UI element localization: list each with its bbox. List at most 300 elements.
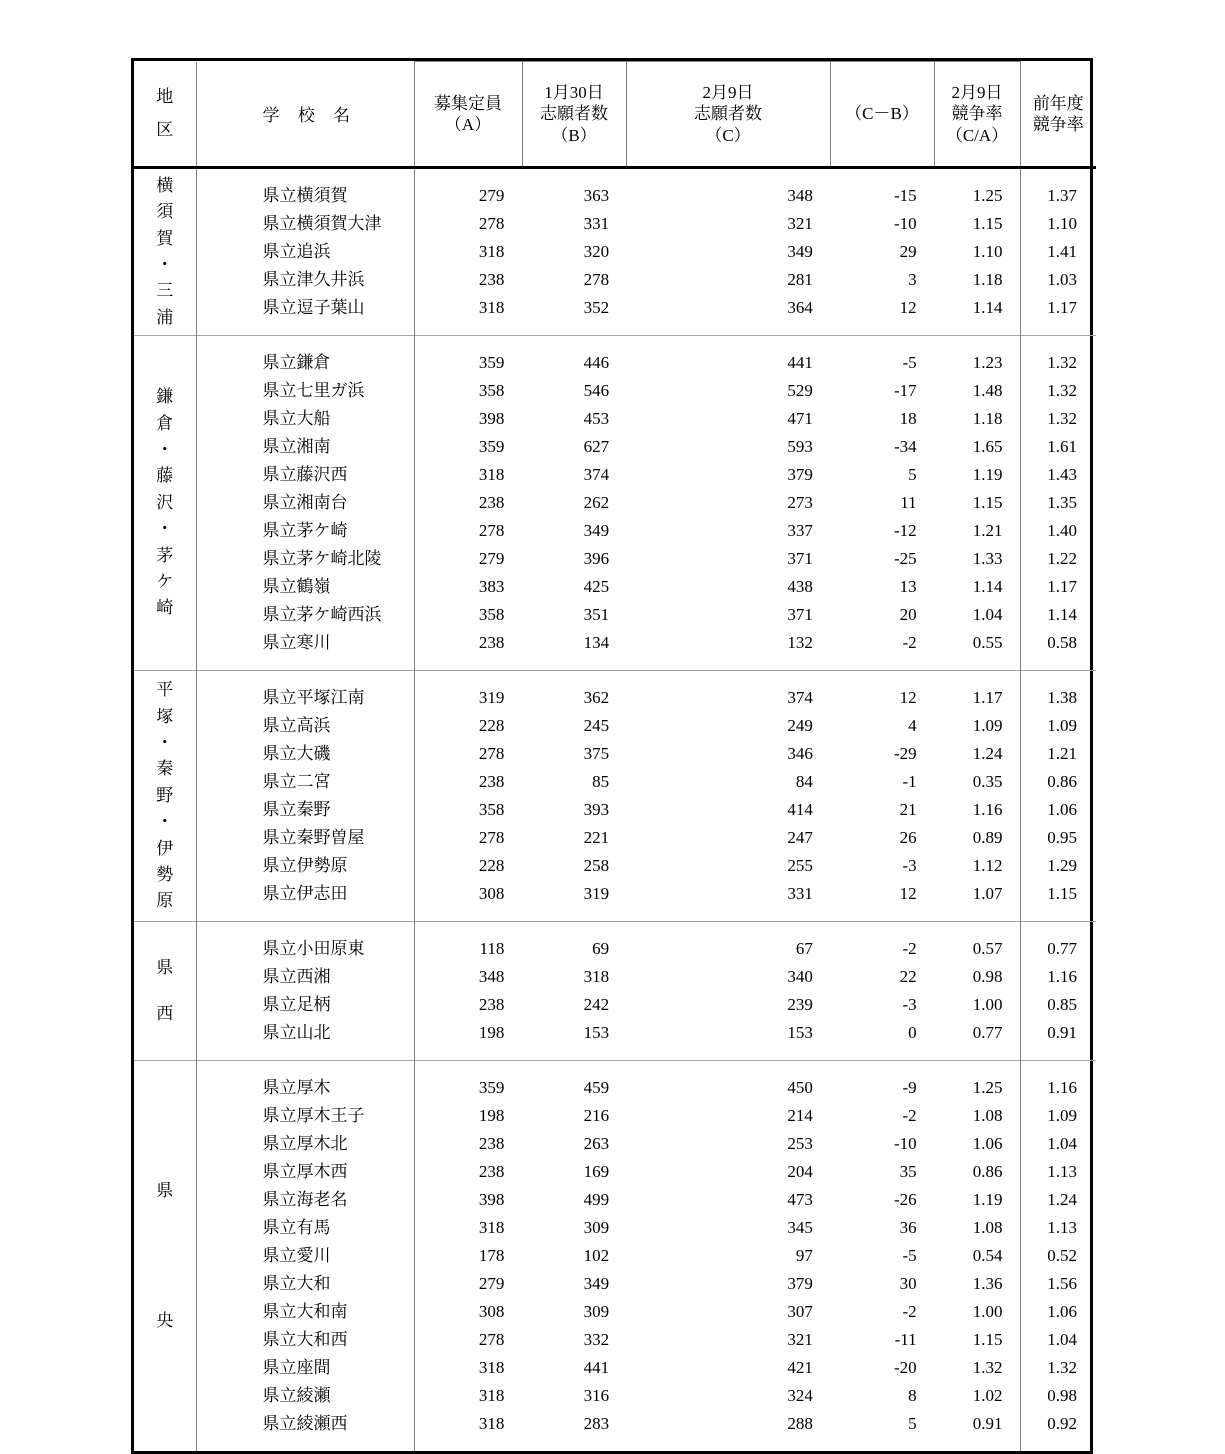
- spacer: [522, 1047, 626, 1060]
- school-name-cell: 県立逗子葉山: [262, 298, 365, 317]
- region-label-char: 原: [156, 891, 174, 911]
- prev-cell: 1.24: [1047, 1190, 1077, 1209]
- diff-cell: -9: [902, 1078, 917, 1097]
- diff-cell: -17: [893, 381, 917, 400]
- column-header-region-char-1: 地: [156, 87, 174, 107]
- spacer: [522, 922, 626, 935]
- quota-cell: 279: [478, 186, 505, 205]
- prev-cell: 0.98: [1047, 1386, 1077, 1405]
- num-list-column: [830, 169, 934, 335]
- b-cell: 319: [583, 884, 610, 903]
- spacer: [1021, 671, 1097, 684]
- school-name-cell: 県立茅ケ崎: [262, 521, 348, 540]
- quota-cell: 348: [478, 967, 505, 986]
- column-header-applicants-feb9-line3: （C）: [705, 125, 751, 145]
- spacer: [197, 1061, 414, 1074]
- region-label-char: 西: [156, 1004, 174, 1023]
- column-header-applicants-feb9: [626, 62, 830, 168]
- region-label-char: 鎌: [156, 387, 174, 407]
- ratio-cell: 1.00: [972, 995, 1003, 1014]
- prev-cell: 1.41: [1047, 242, 1077, 261]
- num-list-column: [934, 1061, 1020, 1451]
- b-cell: 85: [592, 772, 610, 791]
- c-cell: 324: [787, 1386, 813, 1405]
- numeric-columns-cell: [414, 922, 1020, 1061]
- region-label-char: ケ: [156, 571, 174, 591]
- spacer: [1021, 657, 1097, 670]
- spacer: [197, 922, 414, 935]
- spacer: [934, 1061, 1020, 1074]
- b-cell: 396: [583, 549, 610, 568]
- spacer: [1021, 322, 1097, 335]
- c-cell: 253: [787, 1134, 813, 1153]
- quota-cell: 118: [479, 939, 505, 958]
- c-cell: 593: [787, 437, 813, 456]
- prev-cell: 1.43: [1047, 465, 1077, 484]
- spacer: [1021, 169, 1097, 182]
- b-cell: 393: [583, 800, 610, 819]
- table-body: [134, 168, 1096, 1452]
- c-cell: 132: [787, 633, 813, 652]
- c-cell: 247: [787, 828, 813, 847]
- ratio-cell: 1.02: [972, 1386, 1003, 1405]
- school-name-cell: 県立茅ケ崎西浜: [262, 605, 382, 624]
- spacer: [415, 1061, 523, 1074]
- num-list-column: [626, 671, 830, 921]
- num-list-column: [1021, 671, 1097, 921]
- region-label-vertical: [134, 922, 196, 1060]
- prev-cell: 0.92: [1047, 1414, 1077, 1433]
- column-header-applicants-jan30-line3: （B）: [551, 125, 597, 145]
- numeric-columns: [415, 671, 1020, 921]
- spacer: [415, 322, 523, 335]
- spacer: [934, 1047, 1020, 1060]
- spacer: [522, 322, 626, 335]
- numeric-columns-cell: [414, 671, 1020, 922]
- b-cell: 320: [583, 242, 610, 261]
- num-list-column: [522, 922, 626, 1060]
- school-list-column: [197, 671, 414, 921]
- diff-cell: 3: [908, 270, 917, 289]
- spacer: [415, 1438, 523, 1451]
- b-cell: 134: [583, 633, 610, 652]
- numeric-columns: [415, 1061, 1020, 1451]
- num-list-column: [415, 336, 523, 670]
- region-label-char: 倉: [156, 413, 174, 433]
- b-cell: 278: [583, 270, 610, 289]
- quota-cell: 308: [478, 1302, 505, 1321]
- quota-cell: 308: [478, 884, 505, 903]
- c-cell: 307: [787, 1302, 813, 1321]
- column-header-region-char-2: 区: [156, 119, 174, 139]
- ratio-cell: 1.08: [972, 1218, 1003, 1237]
- prev-cell: 1.15: [1047, 884, 1077, 903]
- school-name-cell: 県立七里ガ浜: [262, 381, 365, 400]
- school-name-column-cell: [196, 671, 414, 922]
- quota-cell: 318: [478, 465, 505, 484]
- ratio-prev-column-cell: [1020, 671, 1096, 922]
- spacer: [626, 657, 830, 670]
- region-label-char: ・: [156, 812, 174, 832]
- school-name-cell: 県立横須賀大津: [262, 214, 382, 233]
- school-list-column: [197, 169, 414, 335]
- ratio-cell: 1.06: [972, 1134, 1003, 1153]
- spacer: [197, 1438, 414, 1451]
- ratio-cell: 0.55: [972, 633, 1003, 652]
- diff-cell: -34: [893, 437, 917, 456]
- spacer: [934, 908, 1020, 921]
- spacer: [934, 671, 1020, 684]
- b-cell: 375: [583, 744, 610, 763]
- quota-cell: 398: [478, 409, 505, 428]
- b-cell: 153: [583, 1023, 610, 1042]
- diff-cell: -29: [893, 744, 917, 763]
- diff-cell: -2: [902, 633, 917, 652]
- ratio-prev-column-cell: [1020, 1061, 1096, 1452]
- school-name-cell: 県立座間: [262, 1358, 331, 1377]
- school-name-cell: 県立高浜: [262, 716, 331, 735]
- diff-cell: 12: [899, 298, 917, 317]
- region-label-char: 塚: [156, 706, 174, 726]
- diff-cell: 5: [908, 465, 917, 484]
- b-cell: 352: [583, 298, 610, 317]
- school-name-cell: 県立有馬: [262, 1218, 331, 1237]
- num-list-column: [830, 922, 934, 1060]
- school-name-cell: 県立小田原東: [262, 939, 365, 958]
- ratio-cell: 1.25: [972, 1078, 1003, 1097]
- prev-cell: 1.61: [1047, 437, 1077, 456]
- diff-cell: 20: [899, 605, 917, 624]
- spacer: [415, 336, 523, 349]
- numeric-columns-cell: [414, 336, 1020, 671]
- region-label-vertical: [134, 671, 196, 921]
- region-label-char: ・: [156, 519, 174, 539]
- b-cell: 349: [583, 1274, 610, 1293]
- school-name-cell: 県立鶴嶺: [262, 577, 331, 596]
- region-label-char: 秦: [156, 759, 174, 779]
- region-label-char: ・: [156, 440, 174, 460]
- num-list-column: [830, 336, 934, 670]
- spacer: [522, 336, 626, 349]
- ratio-cell: 1.14: [972, 577, 1003, 596]
- diff-cell: 12: [899, 688, 917, 707]
- spacer: [197, 1047, 414, 1060]
- diff-cell: 36: [899, 1218, 917, 1237]
- b-cell: 441: [583, 1358, 610, 1377]
- ratio-cell: 0.57: [972, 939, 1003, 958]
- diff-cell: 21: [899, 800, 917, 819]
- c-cell: 346: [787, 744, 813, 763]
- spacer: [626, 1061, 830, 1074]
- spacer: [1021, 1061, 1097, 1074]
- spacer: [830, 1061, 934, 1074]
- prev-cell: 0.86: [1047, 772, 1077, 791]
- diff-cell: 29: [899, 242, 917, 261]
- c-cell: 471: [787, 409, 813, 428]
- b-cell: 309: [583, 1302, 610, 1321]
- ratio-cell: 0.89: [972, 828, 1003, 847]
- region-label-vertical: [134, 1061, 196, 1451]
- diff-cell: 4: [908, 716, 917, 735]
- c-cell: 371: [787, 549, 813, 568]
- ratio-cell: 1.10: [972, 242, 1003, 261]
- b-cell: 499: [583, 1190, 610, 1209]
- b-cell: 242: [583, 995, 610, 1014]
- school-name-cell: 県立厚木北: [262, 1134, 348, 1153]
- quota-cell: 238: [478, 633, 505, 652]
- spacer: [830, 322, 934, 335]
- diff-cell: 11: [900, 493, 917, 512]
- prev-cell: 1.32: [1047, 409, 1077, 428]
- quota-cell: 238: [478, 1162, 505, 1181]
- b-cell: 459: [583, 1078, 610, 1097]
- spacer: [1021, 1047, 1097, 1060]
- prev-cell: 0.77: [1047, 939, 1077, 958]
- column-header-ratio-prev: [1020, 62, 1096, 168]
- c-cell: 97: [795, 1246, 813, 1265]
- spacer: [415, 922, 523, 935]
- c-cell: 321: [787, 1330, 813, 1349]
- prev-cell: 1.22: [1047, 549, 1077, 568]
- c-cell: 67: [795, 939, 813, 958]
- diff-cell: -10: [893, 214, 917, 233]
- column-header-ratio-feb9: [934, 62, 1020, 168]
- diff-cell: -25: [893, 549, 917, 568]
- spacer: [415, 657, 523, 670]
- num-list-column: [415, 1061, 523, 1451]
- school-name-cell: 県立愛川: [262, 1246, 331, 1265]
- school-name-cell: 県立追浜: [262, 242, 331, 261]
- spacer: [522, 657, 626, 670]
- num-list-column: [830, 671, 934, 921]
- spacer: [626, 1438, 830, 1451]
- num-list-column: [830, 1061, 934, 1451]
- quota-cell: 178: [478, 1246, 505, 1265]
- region-label-char: 央: [156, 1311, 174, 1330]
- ratio-cell: 1.07: [972, 884, 1003, 903]
- b-cell: 331: [583, 214, 610, 233]
- school-name-cell: 県立厚木: [262, 1078, 331, 1097]
- diff-cell: -12: [893, 521, 917, 540]
- ratio-cell: 0.54: [972, 1246, 1003, 1265]
- spacer: [415, 1047, 523, 1060]
- c-cell: 288: [787, 1414, 813, 1433]
- diff-cell: 5: [908, 1414, 917, 1433]
- school-name-cell: 県立二宮: [262, 772, 331, 791]
- c-cell: 371: [787, 605, 813, 624]
- column-header-applicants-jan30-line1: 1月30日: [544, 83, 604, 103]
- region-label-char: 野: [156, 785, 174, 805]
- ratio-cell: 1.21: [972, 521, 1003, 540]
- quota-cell: 318: [478, 298, 505, 317]
- b-cell: 283: [583, 1414, 610, 1433]
- diff-cell: 13: [899, 577, 917, 596]
- c-cell: 414: [787, 800, 813, 819]
- b-cell: 546: [583, 381, 610, 400]
- c-cell: 214: [787, 1106, 813, 1125]
- region-label-char: 浦: [156, 307, 174, 327]
- diff-cell: -20: [893, 1358, 917, 1377]
- diff-cell: -5: [902, 353, 917, 372]
- b-cell: 627: [583, 437, 610, 456]
- diff-cell: -10: [893, 1134, 917, 1153]
- spacer: [522, 1061, 626, 1074]
- c-cell: 249: [787, 716, 813, 735]
- ratio-cell: 1.15: [972, 1330, 1003, 1349]
- prev-cell: 0.52: [1047, 1246, 1077, 1265]
- c-cell: 379: [787, 1274, 813, 1293]
- ratio-cell: 0.35: [972, 772, 1003, 791]
- quota-cell: 278: [478, 744, 505, 763]
- column-header-applicants-feb9-line1: 2月9日: [702, 83, 754, 103]
- ratio-cell: 1.09: [972, 716, 1003, 735]
- quota-cell: 318: [478, 1386, 505, 1405]
- num-list-column: [626, 169, 830, 335]
- c-cell: 438: [787, 577, 813, 596]
- b-cell: 216: [583, 1106, 610, 1125]
- school-name-cell: 県立秦野曽屋: [262, 828, 365, 847]
- school-name-column-cell: [196, 168, 414, 336]
- school-name-cell: 県立湘南台: [262, 493, 348, 512]
- region-label-char: 県: [156, 1181, 174, 1200]
- ratio-cell: 1.08: [972, 1106, 1003, 1125]
- ratio-cell: 0.86: [972, 1162, 1003, 1181]
- region-label-char: 賀: [156, 228, 174, 248]
- c-cell: 84: [795, 772, 813, 791]
- prev-cell: 1.16: [1047, 967, 1077, 986]
- column-header-difference-label: （C－B）: [845, 104, 919, 124]
- prev-cell: 1.37: [1047, 186, 1077, 205]
- numeric-columns-cell: [414, 1061, 1020, 1452]
- ratio-cell: 1.48: [972, 381, 1003, 400]
- spacer: [830, 169, 934, 182]
- diff-cell: -15: [893, 186, 917, 205]
- prev-cell: 1.06: [1047, 800, 1077, 819]
- column-header-applicants-feb9-line2: 志願者数: [694, 104, 762, 124]
- region-label-cell: [134, 671, 196, 922]
- num-list-column: [1021, 169, 1097, 335]
- school-name-cell: 県立津久井浜: [262, 270, 365, 289]
- b-cell: 262: [583, 493, 610, 512]
- prev-cell: 1.21: [1047, 744, 1077, 763]
- prev-cell: 1.16: [1047, 1078, 1077, 1097]
- b-cell: 245: [583, 716, 610, 735]
- ratio-cell: 1.15: [972, 214, 1003, 233]
- prev-cell: 1.32: [1047, 1358, 1077, 1377]
- diff-cell: -2: [902, 939, 917, 958]
- column-header-ratio-feb9-line1: 2月9日: [951, 83, 1003, 103]
- region-label-cell: [134, 336, 196, 671]
- c-cell: 421: [787, 1358, 813, 1377]
- region-group: [134, 671, 1096, 922]
- spacer: [522, 671, 626, 684]
- spacer: [1021, 922, 1097, 935]
- num-list-column: [934, 336, 1020, 670]
- school-name-cell: 県立山北: [262, 1023, 331, 1042]
- spacer: [830, 1438, 934, 1451]
- school-name-cell: 県立海老名: [262, 1190, 348, 1209]
- prev-cell: 1.17: [1047, 298, 1077, 317]
- prev-cell: 1.14: [1047, 605, 1077, 624]
- spacer: [934, 657, 1020, 670]
- c-cell: 321: [787, 214, 813, 233]
- c-cell: 379: [787, 465, 813, 484]
- b-cell: 453: [583, 409, 610, 428]
- quota-cell: 279: [478, 1274, 505, 1293]
- region-label-char: 勢: [156, 864, 174, 884]
- b-cell: 221: [583, 828, 610, 847]
- ratio-prev-column-cell: [1020, 922, 1096, 1061]
- quota-cell: 358: [478, 381, 505, 400]
- region-label-char: 三: [156, 281, 174, 301]
- region-group: [134, 922, 1096, 1061]
- school-name-cell: 県立伊勢原: [262, 856, 348, 875]
- b-cell: 316: [583, 1386, 610, 1405]
- quota-cell: 278: [478, 1330, 505, 1349]
- b-cell: 363: [583, 186, 610, 205]
- school-name-cell: 県立藤沢西: [262, 465, 348, 484]
- quota-cell: 238: [478, 1134, 505, 1153]
- ratio-cell: 1.04: [972, 605, 1003, 624]
- diff-cell: 30: [899, 1274, 917, 1293]
- b-cell: 374: [583, 465, 610, 484]
- spacer: [626, 671, 830, 684]
- quota-cell: 318: [478, 1218, 505, 1237]
- spacer: [1021, 908, 1097, 921]
- b-cell: 258: [583, 856, 610, 875]
- spacer: [626, 169, 830, 182]
- ratio-cell: 1.23: [972, 353, 1003, 372]
- spacer: [1021, 1438, 1097, 1451]
- column-header-school-name: [196, 62, 414, 168]
- quota-cell: 278: [478, 828, 505, 847]
- school-name-cell: 県立寒川: [262, 633, 331, 652]
- quota-cell: 359: [478, 437, 505, 456]
- c-cell: 255: [787, 856, 813, 875]
- ratio-cell: 1.24: [972, 744, 1003, 763]
- c-cell: 204: [787, 1162, 813, 1181]
- ratio-cell: 1.32: [972, 1358, 1003, 1377]
- quota-cell: 238: [478, 493, 505, 512]
- school-name-cell: 県立横須賀: [262, 186, 348, 205]
- column-header-quota-line1: 募集定員: [434, 93, 502, 113]
- quota-cell: 359: [478, 353, 505, 372]
- column-header-ratio-prev-line2: 競争率: [1032, 114, 1084, 134]
- spacer: [522, 169, 626, 182]
- c-cell: 281: [787, 270, 813, 289]
- prev-cell: 1.06: [1047, 1302, 1077, 1321]
- school-name-cell: 県立大和西: [262, 1330, 348, 1349]
- diff-cell: 22: [899, 967, 917, 986]
- school-list-column: [197, 1061, 414, 1451]
- prev-cell: 1.40: [1047, 521, 1077, 540]
- spacer: [197, 671, 414, 684]
- school-name-cell: 県立伊志田: [262, 884, 348, 903]
- region-label-char: 藤: [156, 466, 174, 486]
- region-group: [134, 168, 1096, 336]
- spacer: [934, 1438, 1020, 1451]
- diff-cell: -3: [902, 856, 917, 875]
- diff-cell: 12: [899, 884, 917, 903]
- quota-cell: 278: [478, 214, 505, 233]
- spacer: [830, 908, 934, 921]
- ratio-cell: 0.91: [972, 1414, 1003, 1433]
- numeric-columns-cell: [414, 168, 1020, 336]
- prev-cell: 1.13: [1047, 1162, 1077, 1181]
- spacer: [830, 1047, 934, 1060]
- diff-cell: -11: [894, 1330, 917, 1349]
- region-label-char: 伊: [156, 838, 174, 858]
